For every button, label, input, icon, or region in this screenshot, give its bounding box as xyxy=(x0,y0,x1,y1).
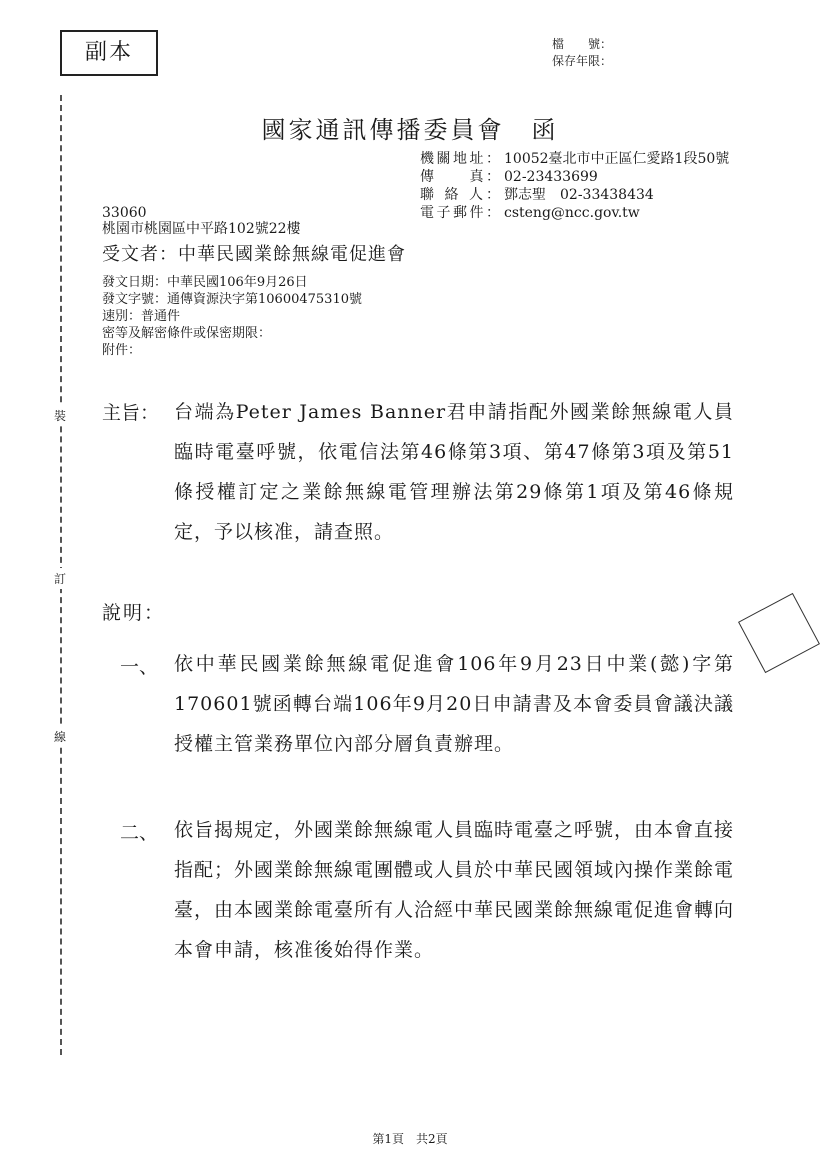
binding-mark-stitch: 訂 xyxy=(52,568,68,589)
street-address: 桃園市桃園區中平路102號22樓 xyxy=(102,221,301,237)
copy-mark: 副本 xyxy=(60,30,158,76)
issue-date: 發文日期：中華民國106年9月26日 xyxy=(102,275,308,290)
seal-stamp xyxy=(738,593,820,673)
recipient-address xyxy=(102,205,301,237)
explanation-item-2-number: 二、 xyxy=(120,822,159,844)
page-footer: 第1頁 共2頁 xyxy=(372,1132,448,1146)
fax-label: 傳 真： xyxy=(420,169,500,185)
explanation-item-2-text: 依旨揭規定，外國業餘無線電人員臨時電臺之呼號，由本會直接指配；外國業餘無線電團體或人員於中華民國領域內操作業餘電臺，由本國業餘電臺所有人洽經中華民國業餘無線電促進會轉向本會申請，核准後始得作業。 xyxy=(174,819,735,961)
fax-number: 02-23433699 xyxy=(504,169,598,185)
file-number-label: 檔 號： xyxy=(552,37,613,51)
subject-label: 主旨： xyxy=(102,402,160,424)
delivery-speed: 速別：普通件 xyxy=(102,309,181,324)
retention-label: 保存年限： xyxy=(552,54,613,68)
attachment: 附件： xyxy=(102,343,142,358)
file-info xyxy=(552,36,612,70)
recipient: 受文者：中華民國業餘無線電促進會 xyxy=(102,244,406,265)
contact-person: 鄧志聖 02-33438434 xyxy=(504,187,654,203)
email-address: csteng@ncc.gov.tw xyxy=(504,205,640,221)
postal-code: 33060 xyxy=(102,205,147,221)
document-number: 發文字號：通傳資源決字第10600475310號 xyxy=(102,292,362,307)
contact-person-label: 聯 絡 人： xyxy=(420,187,500,203)
binding-mark-bind: 裝 xyxy=(52,405,68,426)
subject-text: 台端為Peter James Banner君申請指配外國業餘無線電人員臨時電臺呼號，依電信法第46條第3項、第47條第3項及第51條授權訂定之業餘無線電管理辦法第29條第1項及第46條規定，予以核准，請查照。 xyxy=(174,401,734,543)
email-label: 電子郵件： xyxy=(420,205,500,221)
explanation-item-1-number: 一、 xyxy=(120,656,159,678)
sender-contact xyxy=(420,150,729,222)
explanation-label: 說明： xyxy=(102,602,166,624)
secrecy-level: 密等及解密條件或保密期限： xyxy=(102,326,272,341)
document-meta xyxy=(102,274,362,359)
document-title: 國家通訊傳播委員會 函 xyxy=(261,116,559,144)
explanation-item-1-text: 依中華民國業餘無線電促進會106年9月23日中業(懿)字第170601號函轉台端106年9月20日申請書及本會委員會議決議授權主管業務單位內部分層負責辦理。 xyxy=(174,653,734,755)
address-label: 機關地址： xyxy=(420,151,500,167)
binding-mark-line: 線 xyxy=(52,726,68,747)
sender-address: 10052臺北市中正區仁愛路1段50號 xyxy=(504,151,730,167)
